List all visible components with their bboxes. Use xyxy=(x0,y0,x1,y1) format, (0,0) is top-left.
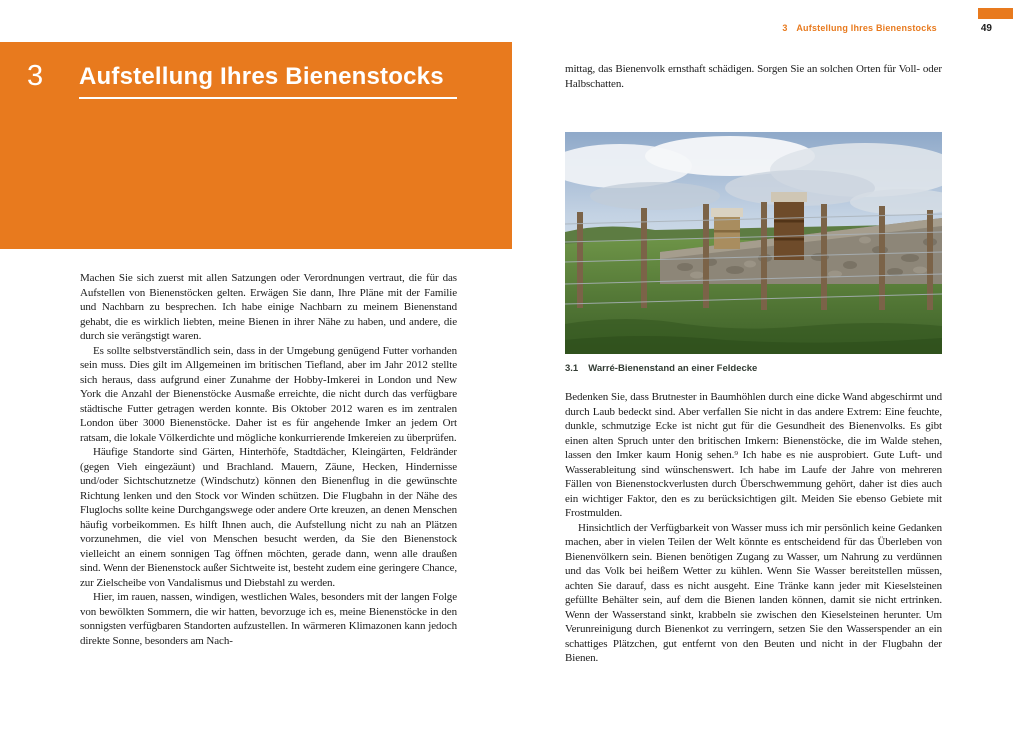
page-number: 49 xyxy=(980,23,992,34)
running-head-chapter-number: 3 xyxy=(782,23,788,33)
paragraph: mittag, das Bienenvolk ernsthaft schädigen. Sorgen Sie an solchen Orten für Voll- oder Halbschatten. xyxy=(565,63,942,90)
chapter-banner xyxy=(0,42,512,249)
paragraph: Machen Sie sich zuerst mit allen Satzungen oder Verordnungen vertraut, die für das Aufstellen von Bienenstöcken gelten. Erwägen Sie dann, Ihre Pläne mit der Familie und Nachbarn zu besprechen. Ich habe einige Nachbarn zu meinem Bienenstand gehabt, die es wirklich liebten, meine Bienen in ihrer Nähe zu haben, und andere, die durch sie verängstigt waren. xyxy=(80,272,457,342)
figure-caption-text: Warré-Bienenstand an einer Feldecke xyxy=(588,363,758,374)
warre-hives-photo xyxy=(565,132,942,354)
right-text-column xyxy=(565,62,942,666)
paragraph: Hinsichtlich der Verfügbarkeit von Wasser muss ich mir persönlich keine Gedanken machen, aber in vielen Teilen der Welt könnte es entscheidend für das Überleben von Bienenvölkern sein. Bienen benötigen Zugang zu Wasser, um Nahrung zu verdünnen und das Volk bei heißem Wetter zu kühlen. Wenn Sie Wasser bereitstellen müssen, achten Sie darauf, dass es nicht ausgeht. Eine Tränke kann jeder mit Kieselsteinen gefüllte Behälter sein, auf dem die Bienen landen können, damit sie nicht ertrinken. Wenn der Wasserstand sinkt, krabbeln sie zwischen den Kieselsteinen herunter. Um Verunreinigung durch Bienenkot zu verringern, setzen Sie den Wasserspender an ein schattiges Plätzchen, gut entfernt von den Beuten und nicht in der Flugbahn der Bienen. xyxy=(565,521,942,664)
running-head xyxy=(782,23,992,34)
paragraph: Es sollte selbstverständlich sein, dass in der Umgebung genügend Futter vorhanden sein muss. Dies gilt im Allgemeinen im britischen Tiefland, aber im Jahr 2012 stellte sich heraus, dass aufgrund einer Zunahme der Hobby-Imkerei in London und New York die Anzahl der Bienenstöcke Ausmaße erreichte, die nicht durch das verfügbare städtische Futter getragen werden konnte. Bis Oktober 2012 waren es im zentralen London über 3000 Bienenstöcke. Daher ist es für angehende Imker an jedem Ort ratsam, die lokale Völkerdichte und mögliche konkurrierende Imkereien zu überprüfen. xyxy=(80,344,457,444)
chapter-number: 3 xyxy=(27,60,44,92)
chapter-corner-tab xyxy=(978,8,1013,19)
figure-caption xyxy=(565,363,942,374)
figure-3-1 xyxy=(565,132,942,374)
left-text-column xyxy=(80,271,457,648)
chapter-title: Aufstellung Ihres Bienenstocks xyxy=(79,63,444,90)
paragraph: Bedenken Sie, dass Brutnester in Baumhöhlen durch eine dicke Wand abgeschirmt und durch Laub bedeckt sind. Aber verfallen Sie nicht in das andere Extrem: Eine feuchte, dunkle, schmutzige Ecke ist nicht gut für die Gesundheit des Bienenvolks. Es gibt einen alten Spruch unter den britischen Imkern: Bienenstöcke, die im Walde stehen, lassen den Imker kaum Honig sehen.⁹ Ich habe es nie ausprobiert. Gute Luft- und Wasserableitung sind wünschenswert. Ich habe im Laufe der Jahre von mehreren Fällen von Bienenstockverlusten durch Überschwemmung gehört, daher ist dies auch ein wichtiger Faktor, den es zu berücksichtigen gilt. Meiden Sie ebenso Gebiete mit Frostmulden. xyxy=(565,391,942,519)
figure-number: 3.1 xyxy=(565,363,579,374)
paragraph: Häufige Standorte sind Gärten, Hinterhöfe, Stadtdächer, Kleingärten, Feldränder (gegen Vieh eingezäunt) und Brachland. Mauern, Zäune, Hecken, Hindernisse und/oder Sichtschutznetze (Windschutz) können den Bienenflug in die gewünschte Richtung lenken und den Stock vor Winden schützen. Die Flugbahn in der Nähe des Fluglochs sollte keine Durchgangswege oder andere Orte kreuzen, an denen Menschen häufig vorbeikommen. Es hilft Ihnen auch, die Aufstellung nicht zu nah an Plätzen vorzunehmen, die viel von Menschen besucht werden, da Sie den Bienenstock vielleicht an einem sonnigen Tag öffnen möchten, gerade dann, wenn alle draußen sind. Wenn der Bienenstock außer Sichtweite ist, besteht zudem eine geringere Chance, zur Zielscheibe von Vandalismus und Diebstahl zu werden. xyxy=(80,446,457,589)
chapter-title-rule xyxy=(79,97,457,99)
paragraph: Hier, im rauen, nassen, windigen, westlichen Wales, besonders mit der langen Folge von bewölkten Sommern, die wir hatten, bevorzuge ich es, meine Bienenstöcke in den sonnigsten verfügbaren Standorten aufzustellen. In wärmeren Klimazonen kann jedoch direkte Sonne, besonders am Nach- xyxy=(80,591,457,647)
running-head-title: Aufstellung Ihres Bienenstocks xyxy=(796,23,937,33)
